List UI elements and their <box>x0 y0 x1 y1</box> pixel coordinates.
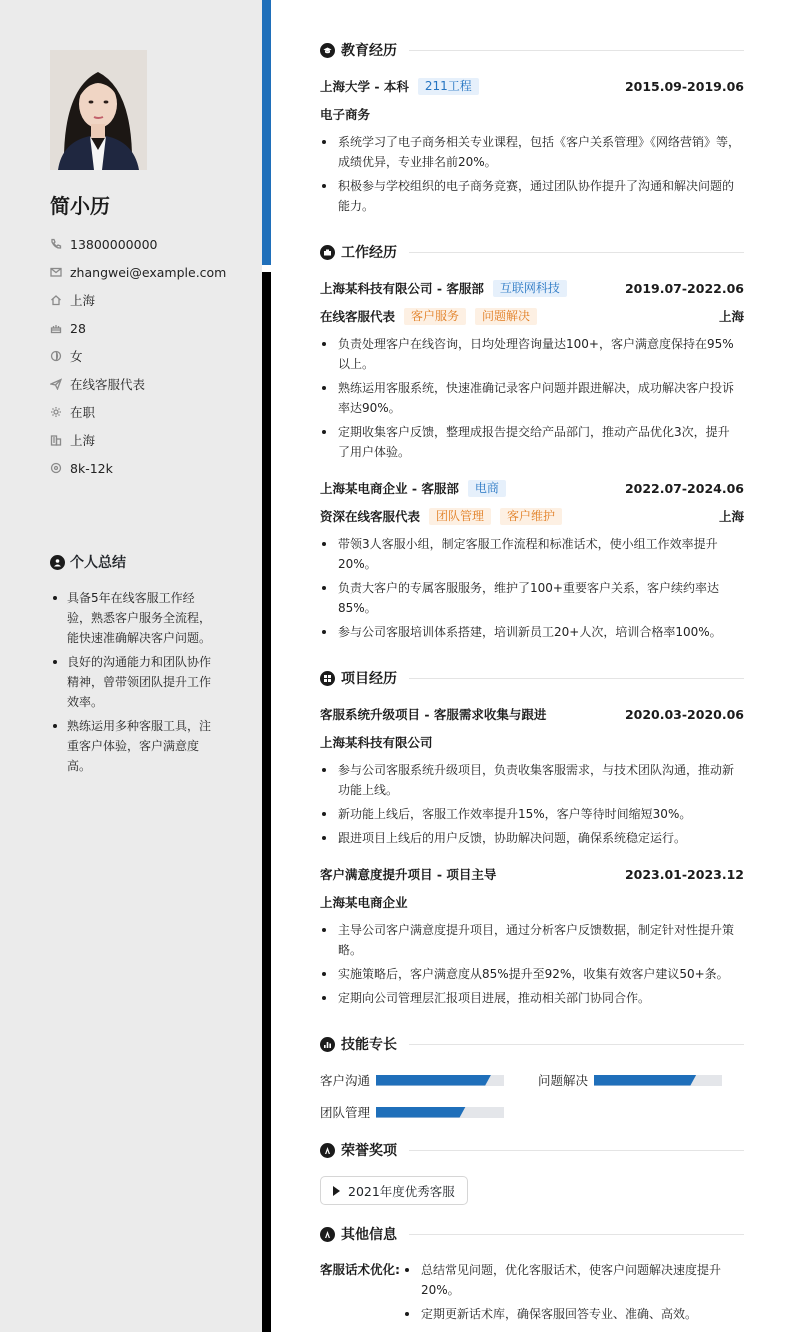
info-email-text: zhangwei@example.com <box>70 264 227 280</box>
other-list <box>403 1260 733 1328</box>
info-city-text: 上海 <box>70 433 96 448</box>
job-date: 2019.07-2022.06 <box>624 280 744 296</box>
profile-name: 简小历 <box>50 194 110 218</box>
list-item: 定期收集客户反馈，整理成报告提交给产品部门，推动产品优化3次，提升了用户体验。 <box>320 422 740 462</box>
project-header-row <box>320 704 744 724</box>
major: 电子商务 <box>320 107 371 122</box>
info-email <box>50 258 226 286</box>
project-bullets <box>320 920 740 1012</box>
education-bullets <box>320 132 740 220</box>
job-role-row <box>320 506 744 526</box>
job-location: 上海 <box>718 509 744 524</box>
info-status <box>50 398 226 426</box>
industry-tag: 电商 <box>468 480 506 497</box>
list-item: 定期向公司管理层汇报项目进展，推动相关部门协同合作。 <box>320 988 740 1008</box>
skill-item <box>538 1070 722 1090</box>
info-age-text: 28 <box>70 320 86 336</box>
skill-bar <box>376 1075 504 1086</box>
job-bullets <box>320 334 740 466</box>
company-name: 上海某科技有限公司 - 客服部 <box>320 281 484 296</box>
project-org: 上海某电商企业 <box>320 895 408 910</box>
project-name: 客服系统升级项目 - 客服需求收集与跟进 <box>320 707 547 722</box>
info-gender <box>50 342 226 370</box>
status-icon <box>50 406 62 418</box>
home-icon <box>50 294 62 306</box>
skill-tag: 问题解决 <box>475 308 537 325</box>
list-item: 带领3人客服小组，制定客服工作流程和标准话术，使小组工作效率提升20%。 <box>320 534 740 574</box>
list-item: 总结常见问题，优化客服话术，使客户问题解决速度提升20%。 <box>403 1260 733 1300</box>
info-home <box>50 286 226 314</box>
job-location: 上海 <box>718 309 744 324</box>
skill-bar-fill <box>376 1107 466 1118</box>
skill-tag: 客户维护 <box>500 508 562 525</box>
divider <box>409 252 744 253</box>
job-icon <box>50 378 62 390</box>
info-salary <box>50 454 226 482</box>
info-status-text: 在职 <box>70 405 96 420</box>
project-name: 客户满意度提升项目 - 项目主导 <box>320 867 497 882</box>
info-age <box>50 314 226 342</box>
project-header-row <box>320 864 744 884</box>
industry-tag: 互联网科技 <box>493 280 567 297</box>
awards-title: 荣誉奖项 <box>341 1143 397 1159</box>
list-item: 跟进项目上线后的用户反馈，协助解决问题，确保系统稳定运行。 <box>320 828 740 848</box>
skill-tag: 客户服务 <box>404 308 466 325</box>
job-header-row <box>320 278 744 298</box>
awards-heading <box>320 1140 744 1160</box>
skill-bar-fill <box>376 1075 491 1086</box>
list-item: 新功能上线后，客服工作效率提升15%，客户等待时间缩短30%。 <box>320 804 740 824</box>
project-date: 2020.03-2020.06 <box>624 706 744 722</box>
play-icon <box>333 1186 340 1196</box>
project-org: 上海某科技有限公司 <box>320 735 433 750</box>
divider <box>409 50 744 51</box>
info-gender-text: 女 <box>70 349 83 364</box>
salary-icon <box>50 462 62 474</box>
info-salary-text: 8k-12k <box>70 460 113 476</box>
major-row <box>320 104 744 124</box>
list-item: 系统学习了电子商务相关专业课程，包括《客户关系管理》《网络营销》等，成绩优异，专业排名前20%。 <box>320 132 740 172</box>
summary-item: 熟练运用多种客服工具，注重客户体验，客户满意度高。 <box>50 716 215 776</box>
info-job <box>50 370 226 398</box>
projects-title: 项目经历 <box>341 671 397 687</box>
skill-item <box>320 1102 504 1122</box>
user-icon <box>50 555 65 570</box>
project-org-row <box>320 892 744 912</box>
skill-name: 问题解决 <box>538 1073 589 1088</box>
other-heading <box>320 1224 744 1244</box>
summary-heading <box>50 552 126 572</box>
divider <box>409 1044 744 1045</box>
project-org-row <box>320 732 744 752</box>
divider <box>409 678 744 679</box>
project-date: 2023.01-2023.12 <box>624 866 744 882</box>
divider <box>409 1150 744 1151</box>
summary-list <box>50 588 215 780</box>
list-item: 熟练运用客服系统，快速准确记录客户问题并跟进解决，成功解决客户投诉率达90%。 <box>320 378 740 418</box>
skills-title: 技能专长 <box>341 1037 397 1053</box>
job-date: 2022.07-2024.06 <box>624 480 744 496</box>
school-name: 上海大学 - 本科 <box>320 79 409 94</box>
work-heading <box>320 242 744 262</box>
list-item: 主导公司客户满意度提升项目，通过分析客户反馈数据，制定针对性提升策略。 <box>320 920 740 960</box>
list-item: 实施策略后，客户满意度从85%提升至92%，收集有效客户建议50+条。 <box>320 964 740 984</box>
summary-title: 个人总结 <box>70 555 126 571</box>
job-role: 资深在线客服代表 <box>320 509 421 524</box>
list-item: 参与公司客服培训体系搭建，培训新员工20+人次，培训合格率100%。 <box>320 622 740 642</box>
gender-icon <box>50 350 62 362</box>
list-item: 积极参与学校组织的电子商务竞赛，通过团队协作提升了沟通和解决问题的能力。 <box>320 176 740 216</box>
job-header-row <box>320 478 744 498</box>
accent-bar-blue <box>262 0 271 265</box>
projects-heading <box>320 668 744 688</box>
education-date: 2015.09-2019.06 <box>624 78 744 94</box>
award-text: 2021年度优秀客服 <box>348 1183 455 1199</box>
trophy-icon <box>320 1143 335 1158</box>
info-city <box>50 426 226 454</box>
age-icon <box>50 322 62 334</box>
skill-tag: 团队管理 <box>429 508 491 525</box>
skill-item <box>320 1070 504 1090</box>
graduation-cap-icon <box>320 43 335 58</box>
education-heading <box>320 40 744 60</box>
info-icon <box>320 1227 335 1242</box>
education-row <box>320 76 744 96</box>
avatar-photo <box>50 50 147 170</box>
briefcase-icon <box>320 245 335 260</box>
skills-heading <box>320 1034 744 1054</box>
bar-chart-icon <box>320 1037 335 1052</box>
accent-bar-black <box>262 272 271 1332</box>
summary-item: 良好的沟通能力和团队协作精神，曾带领团队提升工作效率。 <box>50 652 215 712</box>
job-role-row <box>320 306 744 326</box>
company-name: 上海某电商企业 - 客服部 <box>320 481 459 496</box>
summary-item: 具备5年在线客服工作经验，熟悉客户服务全流程，能快速准确解决客户问题。 <box>50 588 215 648</box>
award-item[interactable] <box>320 1176 468 1205</box>
job-bullets <box>320 534 740 646</box>
skill-name: 客户沟通 <box>320 1073 371 1088</box>
mail-icon <box>50 266 62 278</box>
list-item: 参与公司客服系统升级项目，负责收集客服需求，与技术团队沟通，推动新功能上线。 <box>320 760 740 800</box>
list-item: 定期更新话术库，确保客服回答专业、准确、高效。 <box>403 1304 733 1324</box>
education-title: 教育经历 <box>341 43 397 59</box>
grid-icon <box>320 671 335 686</box>
school-tag: 211工程 <box>418 78 479 95</box>
skill-bar-fill <box>594 1075 696 1086</box>
divider <box>409 1234 744 1235</box>
info-home-text: 上海 <box>70 293 96 308</box>
other-label: 客服话术优化: <box>320 1262 400 1277</box>
skill-bar <box>376 1107 504 1118</box>
work-title: 工作经历 <box>341 245 397 261</box>
skill-name: 团队管理 <box>320 1105 371 1120</box>
phone-icon <box>50 238 62 250</box>
other-title: 其他信息 <box>341 1227 397 1243</box>
list-item: 负责大客户的专属客服服务，维护了100+重要客户关系，客户续约率达85%。 <box>320 578 740 618</box>
info-phone <box>50 230 226 258</box>
job-role: 在线客服代表 <box>320 309 396 324</box>
project-bullets <box>320 760 740 852</box>
skill-bar <box>594 1075 722 1086</box>
avatar <box>50 50 147 170</box>
info-job-text: 在线客服代表 <box>70 377 146 392</box>
info-phone-text: 13800000000 <box>70 236 158 252</box>
list-item: 负责处理客户在线咨询，日均处理咨询量达100+，客户满意度保持在95%以上。 <box>320 334 740 374</box>
city-icon <box>50 434 62 446</box>
contact-info-list <box>50 230 226 482</box>
